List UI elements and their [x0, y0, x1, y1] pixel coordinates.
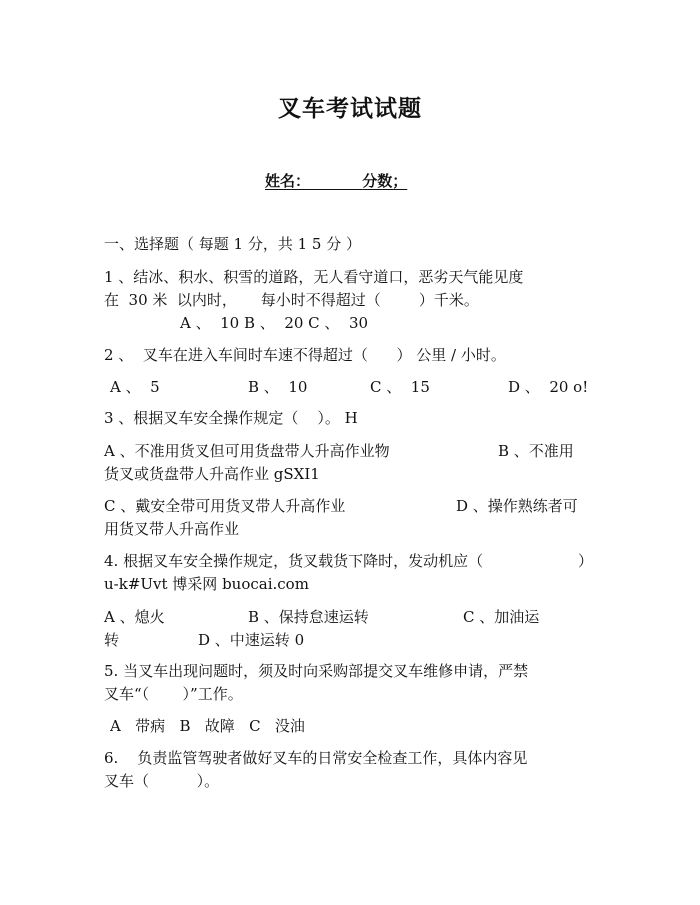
question-2-option-c: C 、 15 — [370, 378, 430, 396]
page-title: 叉车考试试题 — [278, 96, 422, 122]
question-2-option-b: B 、 10 — [248, 378, 308, 396]
question-3-option-a: A 、不准用货叉但可用货盘带人升高作业物 — [104, 442, 390, 460]
question-5-line-2: 叉车“（ ）”工作。 — [104, 685, 243, 703]
name-blank — [310, 172, 362, 190]
question-6-line-1: 6. 负责监管驾驶者做好叉车的日常安全检查工作，具体内容见 — [104, 749, 528, 767]
question-1-line-2: 在 30 米 以内时， 每小时不得超过（ ）千米。 — [104, 291, 479, 309]
question-5-options: A 带病 B 故障 C 没油 — [110, 717, 305, 735]
question-2-option-d: D 、 20 o! — [508, 378, 589, 396]
question-3-option-d: D 、操作熟练者可 — [456, 497, 578, 515]
question-4-line-2: u-k#Uvt 博采网 buocai.com — [104, 575, 309, 593]
question-2: 2 、 叉车在进入车间时车速不得超过（ ） 公里 / 小时。 — [104, 346, 506, 364]
question-2-option-a: A 、 5 — [110, 378, 160, 396]
question-5-line-1: 5. 当叉车出现问题时，须及时向采购部提交叉车维修申请，严禁 — [104, 662, 529, 680]
name-label: 姓名： — [265, 172, 311, 190]
question-4-line-1: 4. 根据叉车安全操作规定，货叉载货下降时，发动机应（ — [104, 552, 484, 570]
question-1-line-1: 1 、结冰、积水、积雪的道路，无人看守道口，恶劣天气能见度 — [104, 268, 524, 286]
question-4-option-c-cont: 转 — [104, 631, 120, 649]
question-3-option-c: C 、戴安全带可用货叉带人升高作业 — [104, 497, 346, 515]
section-heading: 一、选择题（ 每题 1 分，共 1 5 分 ） — [104, 235, 362, 253]
score-label: 分数； — [362, 172, 408, 190]
question-3-option-d-cont: 用货叉带人升高作业 — [104, 520, 240, 538]
question-3-option-b: B 、不准用 — [498, 442, 574, 460]
question-4-option-a: A 、熄火 — [104, 608, 165, 626]
question-6-line-2: 叉车（ ）。 — [104, 772, 220, 790]
question-3: 3 、根据叉车安全操作规定（ ）。 H — [104, 409, 358, 427]
question-4-option-c: C 、加油运 — [463, 608, 540, 626]
question-4-option-b: B 、保持怠速运转 — [248, 608, 369, 626]
question-4-paren-close: ） — [578, 552, 594, 570]
question-1-options: A 、 10 B 、 20 C 、 30 — [180, 314, 369, 332]
question-3-option-b-cont: 货叉或货盘带人升高作业 gSXI1 — [104, 465, 320, 483]
question-4-option-d: D 、中速运转 0 — [198, 631, 305, 649]
name-score-line — [265, 170, 407, 191]
